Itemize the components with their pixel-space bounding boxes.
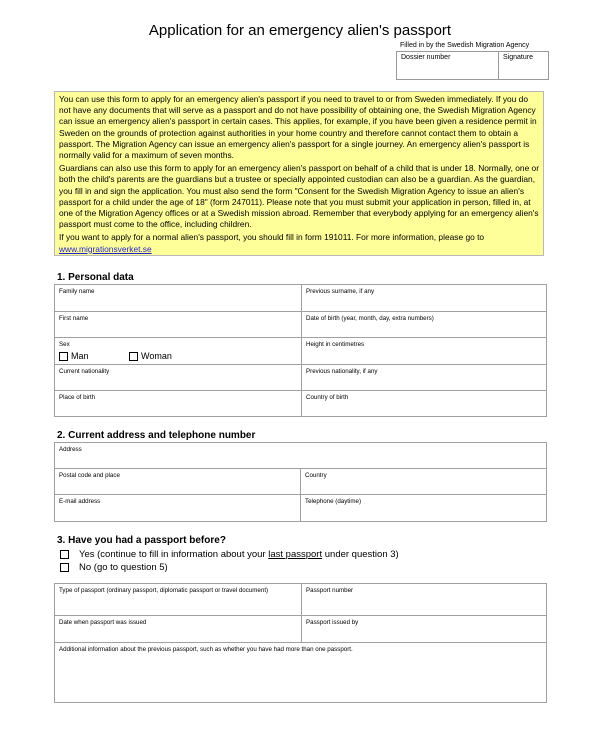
email-label: E-mail address	[59, 498, 101, 505]
woman-label: Woman	[141, 351, 172, 361]
nationality-field[interactable]	[55, 365, 302, 391]
info-box	[54, 91, 544, 256]
additional-info-label: Additional information about the previous passport, such as whether you have had more than one passport.	[59, 646, 353, 653]
passport-yes-text-pre: Yes (continue to fill in information about your	[79, 549, 269, 560]
previous-passport-table	[54, 583, 547, 703]
sex-field	[55, 338, 302, 365]
date-issued-field[interactable]	[55, 616, 302, 643]
dossier-number-field[interactable]	[397, 52, 499, 79]
page-title: Application for an emergency alien's passport	[148, 22, 452, 39]
agency-box	[396, 51, 549, 80]
info-paragraph-2: Guardians can also use this form to apply for an emergency alien's passport on behalf of a child that is under 18. Normally, one or both the child's parents are the guardians but a trustee or specially appointed custodian can also be a guardian. As the guardian, you fill in and sign the application. You must also send the form "Consent for the Swedish Migration Agency to issue an alien's passport for a child under the age of 18" (form 247011). Please note that you must submit your application in person, filled in, at one of the Migration Agency offices or at a Swedish mission abroad. Remember that everybody applying for an emergency alien's passport must come to the office, including children.	[59, 163, 540, 230]
passport-no-option	[60, 562, 168, 573]
migration-website-link[interactable]: www.migrationsverket.se	[59, 243, 152, 254]
section-1-title: 1. Personal data	[57, 272, 134, 283]
passport-no-checkbox[interactable]	[60, 563, 69, 572]
personal-data-table	[54, 284, 547, 417]
family-name-label: Family name	[59, 288, 95, 295]
man-label: Man	[71, 351, 89, 361]
country-of-birth-label: Country of birth	[306, 394, 349, 402]
email-field[interactable]	[55, 495, 301, 522]
height-field[interactable]	[302, 338, 547, 365]
passport-number-field[interactable]	[302, 584, 547, 616]
telephone-label: Telephone (daytime)	[305, 498, 362, 505]
height-label: Height in centimetres	[306, 341, 365, 348]
country-of-birth-field[interactable]	[302, 391, 547, 417]
nationality-label: Current nationality	[59, 368, 110, 376]
info-paragraph-3-text: If you want to apply for a normal alien's passport, you should fill in form 191011. For more information, please go to	[59, 232, 485, 243]
issued-by-label: Passport issued by	[306, 619, 359, 626]
place-of-birth-field[interactable]	[55, 391, 302, 417]
passport-yes-checkbox[interactable]	[60, 550, 69, 559]
date-of-birth-label: Date of birth (year, month, day, extra numbers)	[306, 315, 434, 322]
dossier-number-label: Dossier number	[401, 54, 451, 61]
first-name-field[interactable]	[55, 312, 302, 338]
date-issued-label: Date when passport was issued	[59, 619, 147, 626]
previous-nationality-label: Previous nationality, if any	[306, 368, 378, 376]
signature-field[interactable]	[499, 52, 548, 79]
previous-nationality-field[interactable]	[302, 365, 547, 391]
man-checkbox[interactable]	[59, 352, 68, 361]
address-label: Address	[59, 446, 82, 453]
sex-label: Sex	[59, 341, 70, 348]
passport-no-label: No (go to question 5)	[79, 562, 168, 573]
address-table	[54, 442, 547, 522]
woman-checkbox[interactable]	[129, 352, 138, 361]
signature-label: Signature	[503, 54, 533, 61]
previous-surname-field[interactable]	[302, 285, 547, 312]
date-of-birth-field[interactable]	[302, 312, 547, 338]
passport-number-label: Passport number	[306, 587, 354, 594]
additional-info-field[interactable]	[55, 643, 547, 703]
passport-yes-text-post: under question 3)	[322, 549, 399, 560]
family-name-field[interactable]	[55, 285, 302, 312]
section-3-title: 3. Have you had a passport before?	[57, 535, 226, 546]
telephone-field[interactable]	[301, 495, 547, 522]
info-paragraph-3	[59, 232, 539, 254]
issued-by-field[interactable]	[302, 616, 547, 643]
previous-surname-label: Previous surname, if any	[306, 288, 375, 295]
passport-type-field[interactable]	[55, 584, 302, 616]
place-of-birth-label: Place of birth	[59, 394, 96, 402]
passport-yes-option	[60, 549, 399, 560]
country-label: Country	[305, 472, 327, 479]
agency-note: Filled in by the Swedish Migration Agency	[400, 42, 530, 49]
passport-type-label: Type of passport (ordinary passport, diplomatic passport or travel document)	[59, 587, 269, 594]
section-2-title: 2. Current address and telephone number	[57, 430, 256, 441]
postal-code-field[interactable]	[55, 469, 301, 495]
address-field[interactable]	[55, 443, 547, 469]
info-paragraph-1: You can use this form to apply for an emergency alien's passport if you need to travel to or from Sweden immediately. If you do not have any documents that will serve as a passport and do not have possibility of obtaining one, the Swedish Migration Agency can issue an emergency alien's passport in certain cases. This applies, for example, if you have been given a residence permit in Sweden on the grounds of protection against authorities in your home country and therefore cannot contact them to obtain a passport. The Migration Agency can issue an emergency alien's passport for a single journey. An emergency alien's passport is normally valid for a maximum of seven months.	[59, 94, 537, 161]
first-name-label: First name	[59, 315, 89, 322]
last-passport-term: last passport	[268, 549, 323, 560]
postal-code-label: Postal code and place	[59, 472, 120, 479]
country-field[interactable]	[301, 469, 547, 495]
